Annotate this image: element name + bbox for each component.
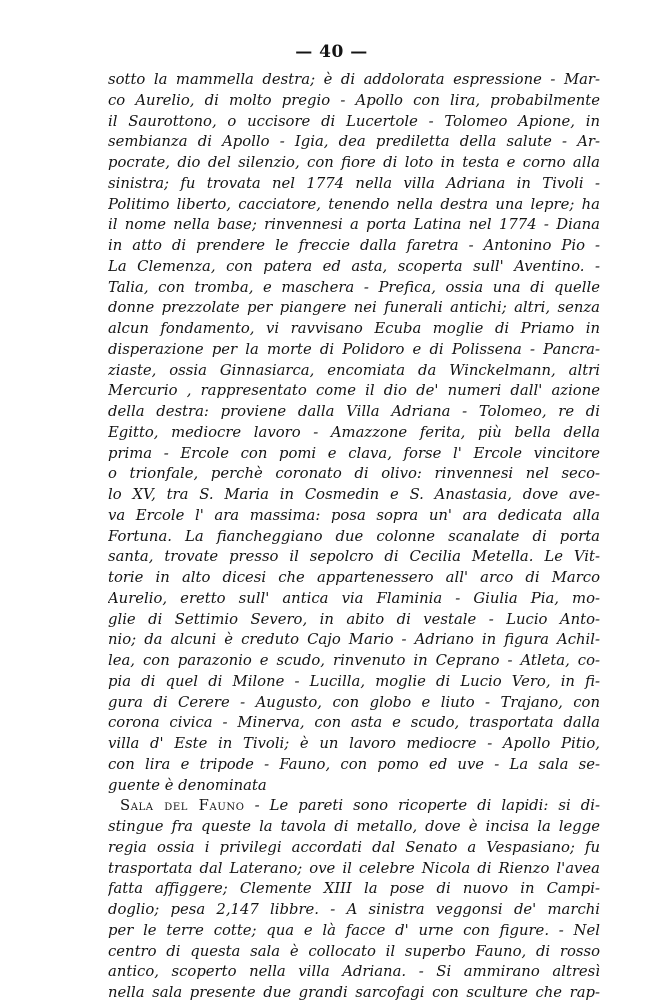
text-line: o trionfale, perchè coronato di olivo: rinvennesi nel seco-: [108, 465, 600, 483]
section-first-line: [108, 796, 600, 817]
text-line: va Ercole l' ara massima: posa sopra un' ara dedicata alla: [108, 506, 600, 524]
text-line: prima - Ercole con pomi e clava, forse l' Ercole vincitore: [108, 444, 600, 462]
text-line: La Clemenza, con patera ed asta, scoperta sull' Aventino. -: [108, 257, 600, 275]
section-line-text: - Le pareti sono ricoperte di lapidi: si di-: [244, 797, 600, 815]
text-line: donne prezzolate per piangere nei funerali antichi; altri, senza: [108, 299, 600, 317]
text-line: Politimo liberto, cacciatore, tenendo nella destra una lepre; ha: [108, 195, 600, 213]
text-line: alcun fondamento, vi ravvisano Ecuba moglie di Priamo in: [108, 320, 600, 337]
text-line: Talia, con tromba, e maschera - Prefica, ossia una di quelle: [108, 278, 600, 296]
text-line: glie di Settimio Severo, in abito di vestale - Lucio Anto-: [108, 610, 600, 628]
text-line: lo XV, tra S. Maria in Cosmedin e S. Anastasia, dove ave-: [108, 486, 600, 503]
text-line: trasportata dal Laterano; ove il celebre Nicola di Rienzo l'avea: [108, 859, 600, 877]
text-line: fatta affiggere; Clemente XIII la pose di nuovo in Campi-: [108, 880, 600, 898]
text-line: il nome nella base; rinvennesi a porta Latina nel 1774 - Diana: [108, 216, 600, 234]
text-line: nio; da alcuni è creduto Cajo Mario - Adriano in figura Achil-: [108, 631, 600, 649]
text-line: Egitto, mediocre lavoro - Amazzone ferita, più bella della: [108, 423, 600, 441]
text-line: nella sala presente due grandi sarcofagi con sculture che rap-: [108, 984, 600, 1001]
text-line: sembianza di Apollo - Igia, dea prediletta della salute - Ar-: [108, 133, 600, 151]
text-line: Aurelio, eretto sull' antica via Flaminia - Giulia Pia, mo-: [108, 589, 600, 607]
text-line: torie in alto dicesi che appartenessero all' arco di Marco: [108, 569, 600, 586]
text-line: della destra: proviene dalla Villa Adriana - Tolomeo, re di: [108, 403, 600, 420]
text-line: in atto di prendere le freccie dalla faretra - Antonino Pio -: [108, 237, 600, 254]
text-line: sotto la mammella destra; è di addolorata espressione - Mar-: [108, 71, 600, 88]
text-line: santa, trovate presso il sepolcro di Cecilia Metella. Le Vit-: [108, 548, 600, 566]
text-line: sinistra; fu trovata nel 1774 nella villa Adriana in Tivoli -: [108, 174, 600, 192]
text-line: regia ossia i privilegi accordati dal Senato a Vespasiano; fu: [108, 838, 600, 856]
text-line: stingue fra queste la tavola di metallo, dove è incisa la legge: [108, 818, 600, 835]
text-line: con lira e tripode - Fauno, con pomo ed uve - La sala se-: [108, 755, 600, 773]
text-line: antico, scoperto nella villa Adriana. - Si ammirano altresì: [108, 963, 600, 981]
text-line: ziaste, ossia Ginnasiarca, encomiata da Winckelmann, altri: [108, 361, 600, 379]
text-line: guente è denominata: [108, 776, 267, 794]
text-line: corona civica - Minerva, con asta e scudo, trasportata dalla: [108, 714, 600, 732]
text-line: pia di quel di Milone - Lucilla, moglie di Lucio Vero, in fi-: [108, 672, 600, 690]
text-line: il Saurottono, o uccisore di Lucertole - Tolomeo Apione, in: [108, 112, 600, 130]
text-line: doglio; pesa 2,147 libbre. - A sinistra veggonsi de' marchi: [108, 901, 600, 918]
text-line: Mercurio , rappresentato come il dio de' numeri dall' azione: [108, 382, 600, 400]
text-line: villa d' Este in Tivoli; è un lavoro mediocre - Apollo Pitio,: [108, 735, 600, 752]
text-line: per le terre cotte; qua e là facce d' urne con figure. - Nel: [108, 921, 600, 939]
text-line: co Aurelio, di molto pregio - Apollo con lira, probabilmente: [108, 91, 600, 109]
text-line: gura di Cerere - Augusto, con globo e liuto - Trajano, con: [108, 693, 600, 711]
body-text: [108, 70, 600, 1004]
text-line: disperazione per la morte di Polidoro e di Polissena - Pancra-: [108, 340, 600, 358]
page-number: — 40 —: [295, 42, 368, 62]
section-heading: Sala del Fauno: [120, 797, 245, 815]
text-line: pocrate, dio del silenzio, con fiore di loto in testa e corno alla: [108, 154, 600, 171]
text-line: centro di questa sala è collocato il superbo Fauno, di rosso: [108, 942, 600, 960]
text-line: Fortuna. La fiancheggiano due colonne scanalate di porta: [108, 527, 600, 545]
text-line: lea, con parazonio e scudo, rinvenuto in Ceprano - Atleta, co-: [108, 652, 600, 669]
